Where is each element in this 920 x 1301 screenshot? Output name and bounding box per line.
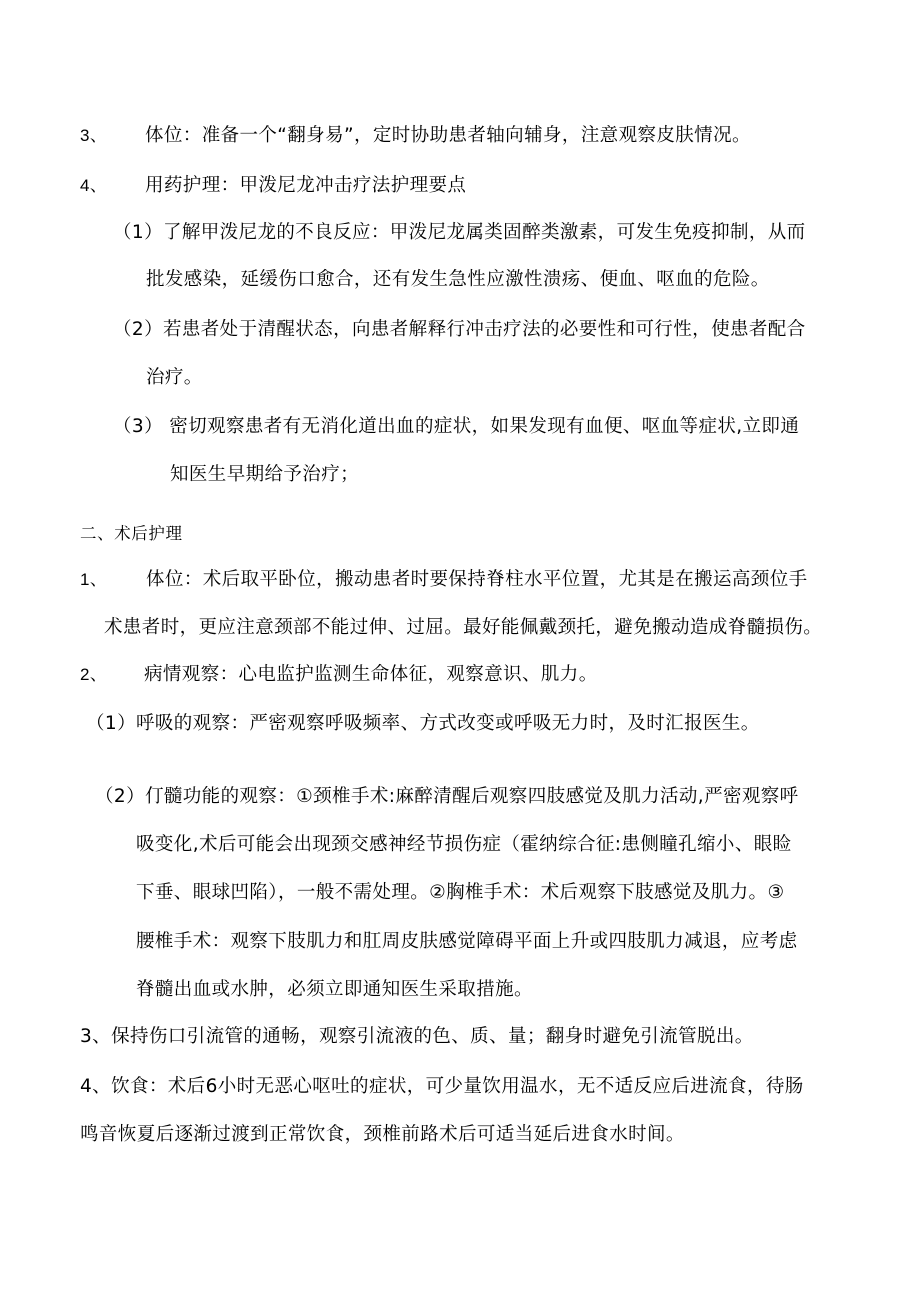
post-item-1-line-2: 术患者时，更应注意颈部不能过伸、过屈。最好能佩戴颈托，避免搬动造成脊髓损伤。 [104,617,823,638]
post-item-1-line-1 [80,568,808,592]
pre-sub-2-line-1: （2）若患者处于清醒状态，向患者解释行冲击疗法的必要性和可行性，使患者配合 [113,319,806,340]
pre-item-3-number: 3、 [80,126,108,145]
post-section-heading: 二、术后护理 [80,524,183,543]
pre-item-3-text: 体位：准备一个“翻身易”，定时协助患者轴向辅身，注意观察皮肤情况。 [145,125,751,146]
post-item-1-number: 1、 [80,570,108,589]
post-item-2-number: 2、 [80,665,108,684]
pre-sub-3-line-1: （3） 密切观察患者有无消化道出血的症状，如果发现有血便、呕血等症状,立即通 [113,416,800,437]
post-item-2 [80,663,598,687]
pre-sub-2-line-2: 治疗。 [146,367,203,388]
pre-item-3 [80,124,751,148]
post-item-2-text: 病情观察：心电监护监测生命体征，观察意识、肌力。 [144,664,598,685]
post-sub-2-line-5: 脊髓出血或水肿，必须立即通知医生采取措施。 [136,979,533,1000]
post-sub-2-line-1: （2）仃髓功能的观察：①颈椎手术:麻醉清醒后观察四肢感觉及肌力活动,严密观察呼 [95,786,799,807]
post-sub-2-line-4: 腰椎手术：观察下肢肌力和肛周皮肤感觉障碍平面上升或四肢肌力减退，应考虑 [136,931,798,952]
pre-item-4-number: 4、 [80,176,108,195]
post-item-1-text: 体位：术后取平卧位，搬动患者时要保持脊柱水平位置，尤其是在搬运高颈位手 [146,569,808,590]
pre-sub-1-line-1: （1）了解甲泼尼龙的不良反应：甲泼尼龙属类固醉类激素，可发生免疫抑制，从而 [113,222,806,243]
pre-item-4 [80,174,466,198]
post-item-4-line-2: 鸣音恢夏后逐渐过渡到正常饮食，颈椎前路术后可适当延后进食水时间。 [80,1124,685,1145]
post-sub-1: （1）呼吸的观察：严密观察呼吸频率、方式改变或呼吸无力时，及时汇报医生。 [86,713,760,734]
post-sub-2-line-2: 吸变化,术后可能会出现颈交感神经节损伤症（霍纳综合征:患侧瞳孔缩小、眼睑 [136,834,792,855]
post-sub-2-line-3: 下垂、眼球凹陷），一般不需处理。②胸椎手术：术后观察下肢感觉及肌力。③ [136,882,785,903]
pre-sub-1-line-2: 批发感染，延缓伤口愈合，还有发生急性应激性溃疡、便血、呕血的危险。 [146,269,770,290]
post-item-3: 3、保持伤口引流管的通畅，观察引流液的色、质、量；翻身时避免引流管脱出。 [80,1026,754,1047]
pre-sub-3-line-2: 知医生早期给予治疗； [170,464,360,485]
post-item-4-line-1: 4、饮食：术后6小时无恶心呕吐的症状，可少量饮用温水，无不适反应后进流食，待肠 [80,1076,804,1097]
pre-item-4-text: 用药护理：甲泼尼龙冲击疗法护理要点 [145,175,467,196]
